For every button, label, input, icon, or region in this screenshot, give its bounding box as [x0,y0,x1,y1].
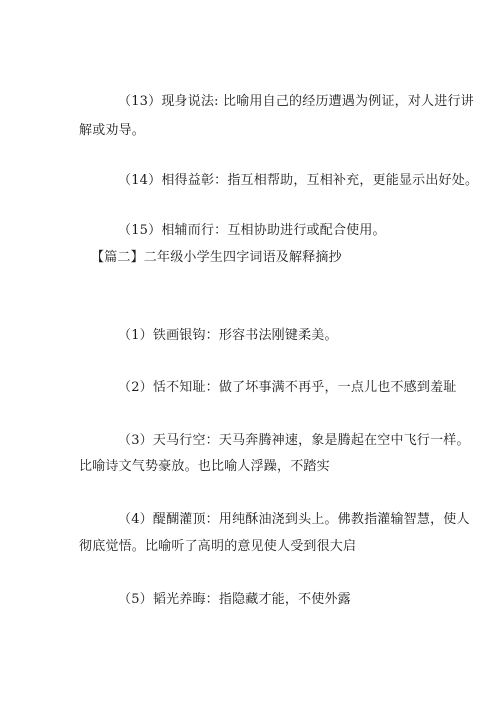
section-heading: 【篇二】二年级小学生四字词语及解释摘抄 [91,250,342,265]
entry-13-line-2: 解或劝导。 [79,123,146,138]
entry-5-line-1: （5）韬光养晦：指隐藏才能，不使外露 [118,592,351,607]
entry-4-line-2: 彻底觉悟。比喻听了高明的意见使人受到很大启 [79,539,357,554]
entry-15-line-1: （15）相辅而行：互相协助进行或配合使用。 [118,223,386,238]
entry-3-line-1: （3）天马行空：天马奔腾神速，象是腾起在空中飞行一样。 [118,433,470,448]
entry-2-line-1: （2）恬不知耻：做了坏事满不再乎，一点儿也不感到羞耻 [118,380,457,395]
entry-14-line-1: （14）相得益彰：指互相帮助，互相补充，更能显示出好处。 [118,173,479,188]
entry-3-line-2: 比喻诗文气势豪放。也比喻人浮躁，不踏实 [79,459,330,474]
entry-1-line-1: （1）铁画银钩：形容书法刚键柔美。 [118,328,338,343]
entry-13-line-1: （13）现身说法: 比喻用自己的经历遭遇为例证，对人进行讲 [118,94,474,109]
entry-4-line-1: （4）醍醐灌顶：用纯酥油浇到头上。佛教指灌输智慧，使人 [118,512,470,527]
